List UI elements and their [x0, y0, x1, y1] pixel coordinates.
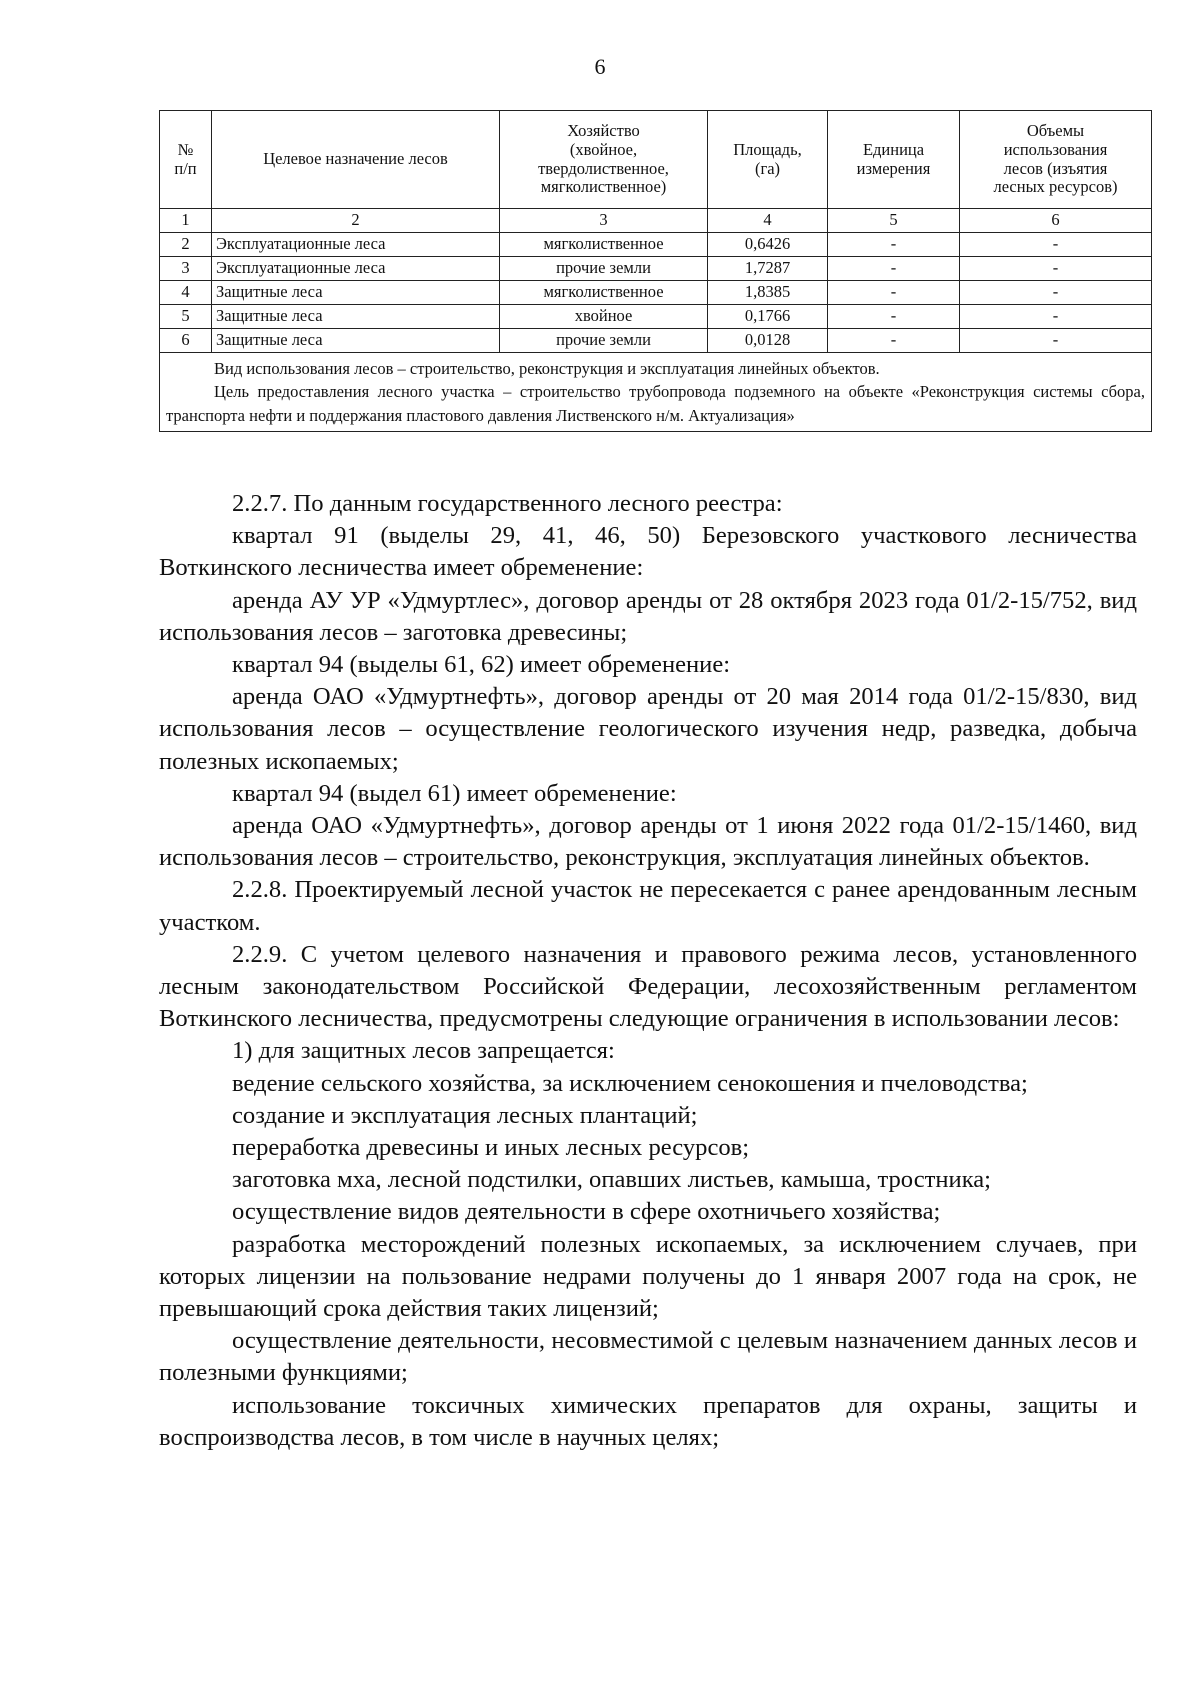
row-unit: - — [828, 257, 960, 281]
row-volume: - — [960, 281, 1152, 305]
row-number: 4 — [160, 281, 212, 305]
column-number-row — [160, 209, 1152, 233]
forest-use-table — [159, 110, 1152, 432]
column-number: 4 — [708, 209, 828, 233]
header-volume-line: Объемы — [1026, 120, 1085, 140]
table-row — [160, 305, 1152, 329]
column-number: 1 — [160, 209, 212, 233]
header-area-line: Площадь, — [733, 139, 802, 159]
row-purpose: Эксплуатационные леса — [212, 233, 500, 257]
paragraph: разработка месторождений полезных ископаемых, за исключением случаев, при которых лицензии на пользование недрами получены до 1 января 2007 года на срок, не превышающий срока действия таких лицензий; — [159, 1230, 1137, 1323]
row-purpose: Эксплуатационные леса — [212, 257, 500, 281]
row-economy: хвойное — [500, 305, 708, 329]
paragraph: аренда АУ УР «Удмуртлес», договор аренды от 28 октября 2023 года 01/2-15/752, вид использования лесов – заготовка древесины; — [159, 586, 1137, 646]
row-area: 0,6426 — [708, 233, 828, 257]
header-number-line: п/п — [174, 158, 197, 178]
column-number: 3 — [500, 209, 708, 233]
paragraph: аренда ОАО «Удмуртнефть», договор аренды от 1 июня 2022 года 01/2-15/1460, вид использования лесов – строительство, реконструкция, эксплуатация линейных объектов. — [159, 812, 1137, 872]
header-area — [708, 111, 828, 209]
row-volume: - — [960, 233, 1152, 257]
paragraph: заготовка мха, лесной подстилки, опавших листьев, камыша, тростника; — [232, 1166, 992, 1194]
page-number: 6 — [594, 54, 606, 79]
header-purpose: Целевое назначение лесов — [212, 111, 500, 209]
row-volume: - — [960, 305, 1152, 329]
paragraph: аренда ОАО «Удмуртнефть», договор аренды от 20 мая 2014 года 01/2-15/830, вид использования лесов – осуществление геологического изучения недр, разведка, добыча полезных ископаемых; — [159, 683, 1137, 775]
row-unit: - — [828, 233, 960, 257]
row-unit: - — [828, 329, 960, 353]
row-area: 1,8385 — [708, 281, 828, 305]
table-row — [160, 233, 1152, 257]
row-area: 0,0128 — [708, 329, 828, 353]
header-economy-line: Хозяйство — [567, 120, 640, 140]
note-goal: Цель предоставления лесного участка – строительство трубопровода подземного на объекте «Реконструкция системы сбора, транспорта нефти и поддержания пластового давления Лиственского н/м. Актуализация» — [166, 382, 1145, 425]
row-number: 2 — [160, 233, 212, 257]
row-unit: - — [828, 305, 960, 329]
paragraph: квартал 94 (выдел 61) имеет обременение: — [232, 779, 677, 807]
header-economy-line: (хвойное, — [569, 139, 638, 159]
document-body — [159, 488, 1137, 1454]
paragraph: 2.2.7. По данным государственного лесного реестра: — [232, 490, 783, 517]
row-purpose: Защитные леса — [212, 329, 500, 353]
row-economy: мягколиственное — [500, 233, 708, 257]
header-unit-line: измерения — [856, 158, 931, 178]
row-economy: прочие земли — [500, 329, 708, 353]
paragraph: ведение сельского хозяйства, за исключением сенокошения и пчеловодства; — [232, 1069, 1028, 1097]
table-header-row — [160, 111, 1152, 209]
row-unit: - — [828, 281, 960, 305]
paragraph: квартал 94 (выделы 61, 62) имеет обременение: — [232, 651, 731, 679]
header-unit-line: Единица — [862, 139, 925, 159]
table-note-row — [160, 353, 1152, 432]
row-purpose: Защитные леса — [212, 305, 500, 329]
paragraph: осуществление деятельности, несовместимой с целевым назначением данных лесов и полезными функциями; — [159, 1327, 1137, 1387]
row-volume: - — [960, 257, 1152, 281]
header-economy — [500, 111, 708, 209]
column-number: 6 — [960, 209, 1152, 233]
paragraph: осуществление видов деятельности в сфере охотничьего хозяйства; — [232, 1198, 941, 1226]
row-number: 5 — [160, 305, 212, 329]
row-area: 1,7287 — [708, 257, 828, 281]
table-row — [160, 281, 1152, 305]
header-volume-line: использования — [1003, 139, 1108, 159]
paragraph: создание и эксплуатация лесных плантаций; — [232, 1101, 698, 1129]
header-area-line: (га) — [754, 158, 781, 178]
table-row — [160, 257, 1152, 281]
row-area: 0,1766 — [708, 305, 828, 329]
paragraph: 1) для защитных лесов запрещается: — [232, 1037, 615, 1065]
header-economy-line: мягколиственное) — [540, 177, 667, 197]
column-number: 5 — [828, 209, 960, 233]
note-use-type: Вид использования лесов – строительство, реконструкция и эксплуатация линейных объектов. — [214, 359, 880, 378]
row-number: 6 — [160, 329, 212, 353]
header-volume — [960, 111, 1152, 209]
header-number-line: № — [177, 139, 194, 159]
header-economy-line: твердолиственное, — [538, 158, 669, 178]
table-note — [160, 353, 1152, 432]
paragraph: переработка древесины и иных лесных ресурсов; — [232, 1134, 750, 1162]
header-volume-line: лесов (изъятия — [1003, 158, 1108, 178]
header-number — [160, 111, 212, 209]
row-number: 3 — [160, 257, 212, 281]
row-economy: прочие земли — [500, 257, 708, 281]
paragraph: 2.2.8. Проектируемый лесной участок не пересекается с ранее арендованным лесным участком. — [159, 876, 1137, 936]
row-economy: мягколиственное — [500, 281, 708, 305]
column-number: 2 — [212, 209, 500, 233]
paragraph: использование токсичных химических препаратов для охраны, защиты и воспроизводства лесов, в том числе в научных целях; — [159, 1391, 1137, 1451]
paragraph: квартал 91 (выделы 29, 41, 46, 50) Березовского участкового лесничества Воткинского лесничества имеет обременение: — [159, 522, 1137, 582]
row-volume: - — [960, 329, 1152, 353]
paragraph: 2.2.9. С учетом целевого назначения и правового режима лесов, установленного лесным законодательством Российской Федерации, лесохозяйственным регламентом Воткинского лесничества, предусмотрены следующие ограничения в использовании лесов: — [159, 940, 1137, 1033]
row-purpose: Защитные леса — [212, 281, 500, 305]
header-volume-line: лесных ресурсов) — [993, 177, 1118, 197]
table-row — [160, 329, 1152, 353]
header-unit — [828, 111, 960, 209]
